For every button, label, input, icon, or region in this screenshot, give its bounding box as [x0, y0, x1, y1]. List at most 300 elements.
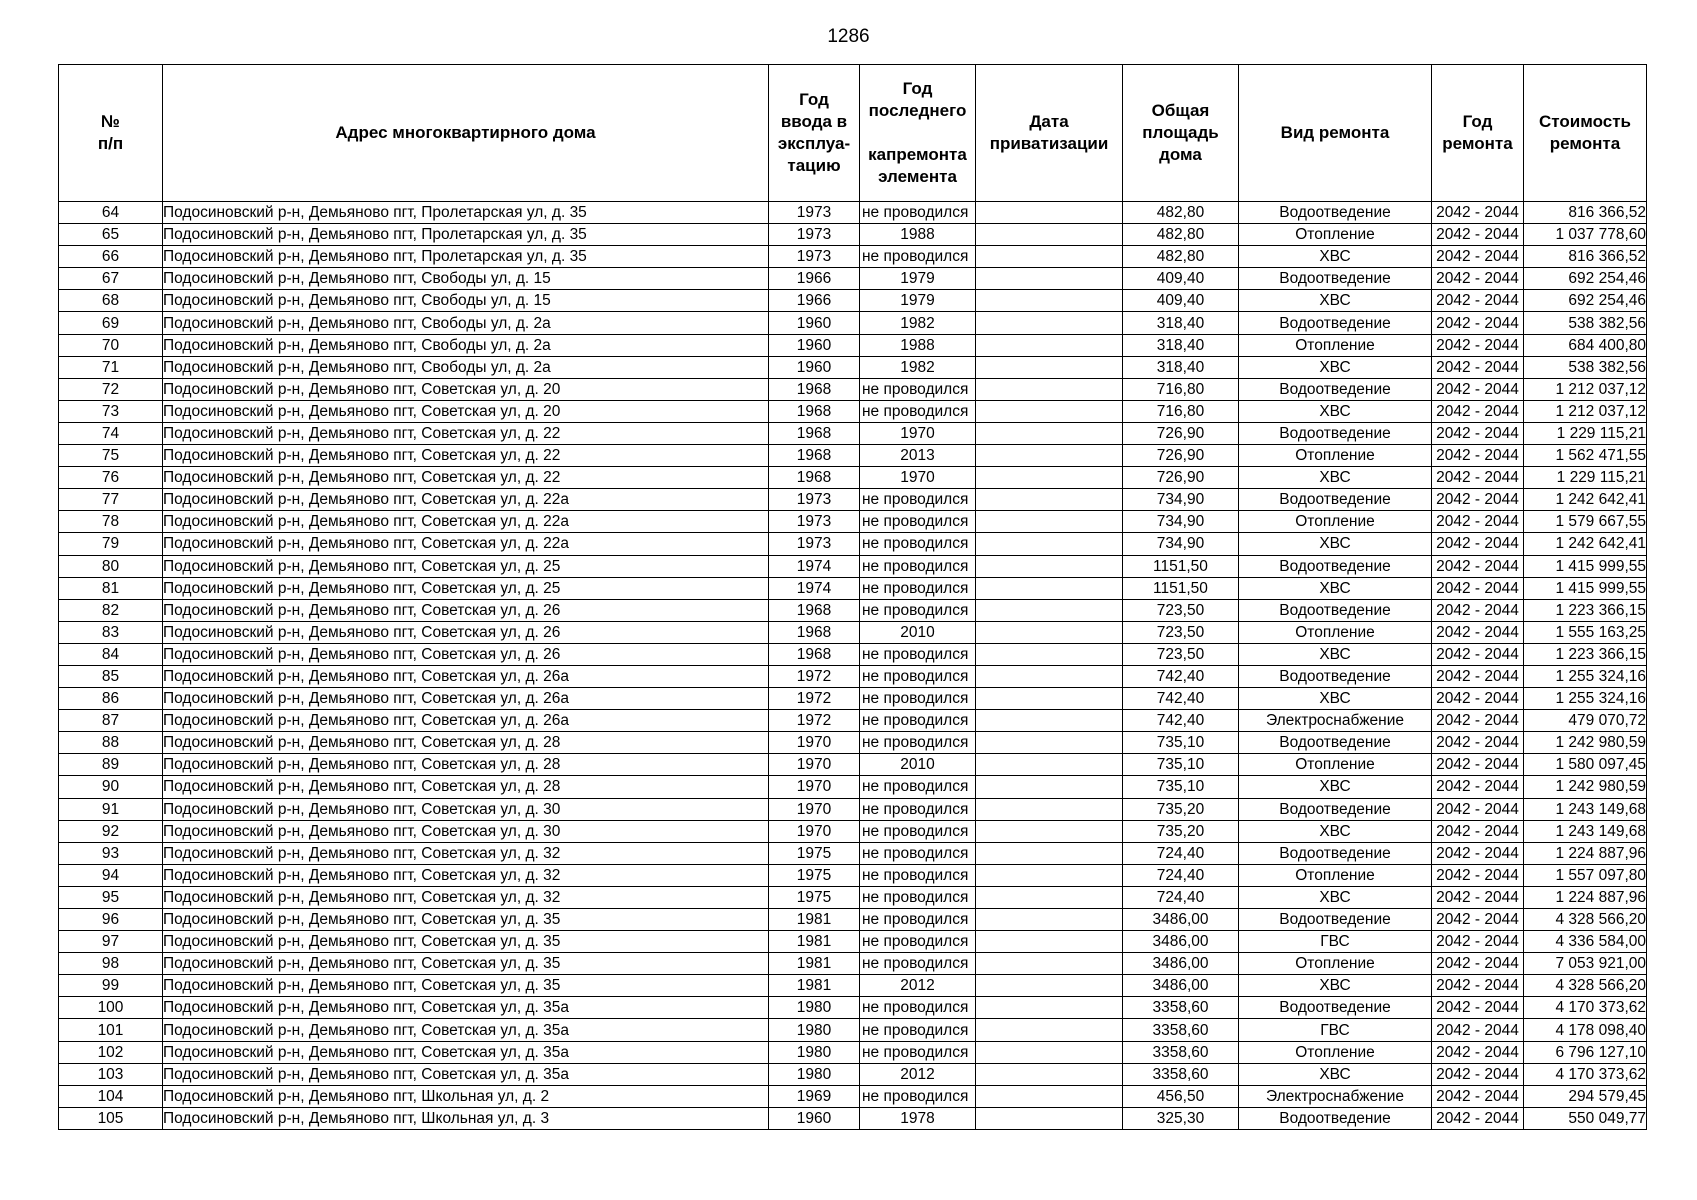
row-number: 88	[59, 732, 163, 754]
row-number: 72	[59, 378, 163, 400]
repair-type-cell: ХВС	[1239, 1063, 1432, 1085]
row-number: 89	[59, 754, 163, 776]
privatization-cell	[976, 246, 1123, 268]
repair-period-cell: 2042 - 2044	[1432, 356, 1524, 378]
row-number: 99	[59, 975, 163, 997]
row-number: 75	[59, 445, 163, 467]
row-number: 64	[59, 202, 163, 224]
row-number: 69	[59, 312, 163, 334]
page-number: 1286	[827, 26, 870, 47]
table-row	[59, 909, 1647, 931]
address-cell: Подосиновский р-н, Демьяново пгт, Советская ул, д. 32	[163, 842, 769, 864]
privatization-cell	[976, 422, 1123, 444]
header-year-built: Год ввода в эксплуа- тацию	[769, 65, 860, 202]
area-cell: 735,10	[1123, 776, 1239, 798]
privatization-cell	[976, 953, 1123, 975]
last-repair-cell: не проводился	[860, 378, 976, 400]
header-last-repair: Год последнего капремонта элемента	[860, 65, 976, 202]
repair-type-cell: ХВС	[1239, 400, 1432, 422]
cost-cell: 1 242 642,41	[1524, 489, 1647, 511]
privatization-cell	[976, 621, 1123, 643]
repair-period-cell: 2042 - 2044	[1432, 533, 1524, 555]
address-cell: Подосиновский р-н, Демьяново пгт, Советская ул, д. 35	[163, 931, 769, 953]
repair-type-cell: Водоотведение	[1239, 555, 1432, 577]
repair-period-cell: 2042 - 2044	[1432, 445, 1524, 467]
repair-type-cell: ГВС	[1239, 931, 1432, 953]
repair-type-cell: Отопление	[1239, 864, 1432, 886]
year-built-cell: 1975	[769, 864, 860, 886]
cost-cell: 692 254,46	[1524, 268, 1647, 290]
privatization-cell	[976, 511, 1123, 533]
year-built-cell: 1974	[769, 577, 860, 599]
repair-type-cell: Водоотведение	[1239, 599, 1432, 621]
repair-type-cell: ХВС	[1239, 577, 1432, 599]
cost-cell: 1 242 642,41	[1524, 533, 1647, 555]
last-repair-cell: не проводился	[860, 511, 976, 533]
table-row	[59, 1019, 1647, 1041]
cost-cell: 684 400,80	[1524, 334, 1647, 356]
year-built-cell: 1981	[769, 953, 860, 975]
privatization-cell	[976, 1019, 1123, 1041]
privatization-cell	[976, 268, 1123, 290]
cost-cell: 1 212 037,12	[1524, 378, 1647, 400]
row-number: 86	[59, 688, 163, 710]
repair-type-cell: Отопление	[1239, 953, 1432, 975]
table-row	[59, 1107, 1647, 1129]
year-built-cell: 1968	[769, 378, 860, 400]
repair-period-cell: 2042 - 2044	[1432, 931, 1524, 953]
year-built-cell: 1970	[769, 754, 860, 776]
table-body	[59, 202, 1647, 1130]
last-repair-cell: не проводился	[860, 599, 976, 621]
year-built-cell: 1960	[769, 312, 860, 334]
row-number: 84	[59, 643, 163, 665]
address-cell: Подосиновский р-н, Демьяново пгт, Советская ул, д. 30	[163, 820, 769, 842]
cost-cell: 4 336 584,00	[1524, 931, 1647, 953]
repair-period-cell: 2042 - 2044	[1432, 820, 1524, 842]
last-repair-cell: не проводился	[860, 909, 976, 931]
row-number: 70	[59, 334, 163, 356]
repair-period-cell: 2042 - 2044	[1432, 953, 1524, 975]
year-built-cell: 1980	[769, 1063, 860, 1085]
privatization-cell	[976, 400, 1123, 422]
address-cell: Подосиновский р-н, Демьяново пгт, Советская ул, д. 22	[163, 467, 769, 489]
table-row	[59, 864, 1647, 886]
row-number: 100	[59, 997, 163, 1019]
row-number: 78	[59, 511, 163, 533]
cost-cell: 538 382,56	[1524, 356, 1647, 378]
header-repair-type: Вид ремонта	[1239, 65, 1432, 202]
cost-cell: 294 579,45	[1524, 1085, 1647, 1107]
year-built-cell: 1981	[769, 975, 860, 997]
repair-period-cell: 2042 - 2044	[1432, 710, 1524, 732]
row-number: 65	[59, 224, 163, 246]
table-row	[59, 997, 1647, 1019]
repair-period-cell: 2042 - 2044	[1432, 489, 1524, 511]
repair-type-cell: Отопление	[1239, 754, 1432, 776]
privatization-cell	[976, 533, 1123, 555]
table-row	[59, 202, 1647, 224]
area-cell: 318,40	[1123, 356, 1239, 378]
privatization-cell	[976, 776, 1123, 798]
privatization-cell	[976, 378, 1123, 400]
cost-cell: 1 243 149,68	[1524, 820, 1647, 842]
last-repair-cell: 2012	[860, 1063, 976, 1085]
row-number: 81	[59, 577, 163, 599]
table-row	[59, 577, 1647, 599]
address-cell: Подосиновский р-н, Демьяново пгт, Пролетарская ул, д. 35	[163, 224, 769, 246]
repair-type-cell: Электроснабжение	[1239, 710, 1432, 732]
year-built-cell: 1970	[769, 820, 860, 842]
privatization-cell	[976, 1107, 1123, 1129]
table-row	[59, 378, 1647, 400]
repair-period-cell: 2042 - 2044	[1432, 312, 1524, 334]
year-built-cell: 1968	[769, 621, 860, 643]
privatization-cell	[976, 1041, 1123, 1063]
table-row	[59, 776, 1647, 798]
year-built-cell: 1980	[769, 1019, 860, 1041]
table-row	[59, 665, 1647, 687]
repair-type-cell: Водоотведение	[1239, 665, 1432, 687]
repair-type-cell: ХВС	[1239, 643, 1432, 665]
area-cell: 3358,60	[1123, 1063, 1239, 1085]
repair-period-cell: 2042 - 2044	[1432, 422, 1524, 444]
table-row	[59, 1041, 1647, 1063]
repair-period-cell: 2042 - 2044	[1432, 378, 1524, 400]
cost-cell: 4 328 566,20	[1524, 975, 1647, 997]
row-number: 104	[59, 1085, 163, 1107]
last-repair-cell: не проводился	[860, 643, 976, 665]
cost-cell: 550 049,77	[1524, 1107, 1647, 1129]
header-repair-year: Год ремонта	[1432, 65, 1524, 202]
address-cell: Подосиновский р-н, Демьяново пгт, Советская ул, д. 35	[163, 975, 769, 997]
repair-type-cell: Водоотведение	[1239, 378, 1432, 400]
area-cell: 726,90	[1123, 467, 1239, 489]
last-repair-cell: 1979	[860, 268, 976, 290]
repair-period-cell: 2042 - 2044	[1432, 665, 1524, 687]
table-row	[59, 334, 1647, 356]
year-built-cell: 1966	[769, 268, 860, 290]
year-built-cell: 1973	[769, 202, 860, 224]
address-cell: Подосиновский р-н, Демьяново пгт, Советская ул, д. 35	[163, 953, 769, 975]
privatization-cell	[976, 312, 1123, 334]
row-number: 98	[59, 953, 163, 975]
cost-cell: 4 328 566,20	[1524, 909, 1647, 931]
repair-type-cell: ХВС	[1239, 688, 1432, 710]
repair-type-cell: Отопление	[1239, 511, 1432, 533]
privatization-cell	[976, 754, 1123, 776]
last-repair-cell: не проводился	[860, 864, 976, 886]
row-number: 77	[59, 489, 163, 511]
repair-type-cell: ХВС	[1239, 246, 1432, 268]
area-cell: 3486,00	[1123, 931, 1239, 953]
repair-period-cell: 2042 - 2044	[1432, 1107, 1524, 1129]
privatization-cell	[976, 732, 1123, 754]
address-cell: Подосиновский р-н, Демьяново пгт, Пролетарская ул, д. 35	[163, 246, 769, 268]
header-area: Общая площадь дома	[1123, 65, 1239, 202]
cost-cell: 1 229 115,21	[1524, 467, 1647, 489]
row-number: 67	[59, 268, 163, 290]
repair-period-cell: 2042 - 2044	[1432, 886, 1524, 908]
table-row	[59, 467, 1647, 489]
last-repair-cell: 1979	[860, 290, 976, 312]
area-cell: 735,20	[1123, 798, 1239, 820]
table-row	[59, 710, 1647, 732]
last-repair-cell: не проводился	[860, 1085, 976, 1107]
privatization-cell	[976, 334, 1123, 356]
repair-type-cell: ХВС	[1239, 886, 1432, 908]
repair-type-cell: Водоотведение	[1239, 202, 1432, 224]
year-built-cell: 1980	[769, 997, 860, 1019]
privatization-cell	[976, 975, 1123, 997]
row-number: 90	[59, 776, 163, 798]
repair-type-cell: Водоотведение	[1239, 268, 1432, 290]
repair-type-cell: Водоотведение	[1239, 489, 1432, 511]
row-number: 76	[59, 467, 163, 489]
area-cell: 723,50	[1123, 621, 1239, 643]
area-cell: 325,30	[1123, 1107, 1239, 1129]
address-cell: Подосиновский р-н, Демьяново пгт, Советская ул, д. 20	[163, 378, 769, 400]
area-cell: 735,10	[1123, 754, 1239, 776]
area-cell: 724,40	[1123, 886, 1239, 908]
privatization-cell	[976, 577, 1123, 599]
repair-period-cell: 2042 - 2044	[1432, 555, 1524, 577]
cost-cell: 1 224 887,96	[1524, 886, 1647, 908]
area-cell: 724,40	[1123, 842, 1239, 864]
address-cell: Подосиновский р-н, Демьяново пгт, Советская ул, д. 35	[163, 909, 769, 931]
table-row	[59, 489, 1647, 511]
address-cell: Подосиновский р-н, Демьяново пгт, Советская ул, д. 22а	[163, 511, 769, 533]
address-cell: Подосиновский р-н, Демьяново пгт, Советская ул, д. 32	[163, 864, 769, 886]
area-cell: 1151,50	[1123, 577, 1239, 599]
area-cell: 734,90	[1123, 511, 1239, 533]
table-row	[59, 356, 1647, 378]
cost-cell: 1 212 037,12	[1524, 400, 1647, 422]
year-built-cell: 1975	[769, 886, 860, 908]
address-cell: Подосиновский р-н, Демьяново пгт, Советская ул, д. 30	[163, 798, 769, 820]
repair-type-cell: Водоотведение	[1239, 842, 1432, 864]
cost-cell: 7 053 921,00	[1524, 953, 1647, 975]
last-repair-cell: не проводился	[860, 202, 976, 224]
cost-cell: 1 242 980,59	[1524, 732, 1647, 754]
privatization-cell	[976, 842, 1123, 864]
privatization-cell	[976, 909, 1123, 931]
address-cell: Подосиновский р-н, Демьяново пгт, Советская ул, д. 28	[163, 754, 769, 776]
table-row	[59, 732, 1647, 754]
address-cell: Подосиновский р-н, Демьяново пгт, Советская ул, д. 26а	[163, 688, 769, 710]
repair-type-cell: ХВС	[1239, 467, 1432, 489]
repair-type-cell: Водоотведение	[1239, 798, 1432, 820]
address-cell: Подосиновский р-н, Демьяново пгт, Советская ул, д. 35а	[163, 1019, 769, 1041]
area-cell: 724,40	[1123, 864, 1239, 886]
privatization-cell	[976, 290, 1123, 312]
last-repair-cell: не проводился	[860, 688, 976, 710]
address-cell: Подосиновский р-н, Демьяново пгт, Свободы ул, д. 15	[163, 268, 769, 290]
table-header-row	[59, 65, 1647, 202]
privatization-cell	[976, 467, 1123, 489]
address-cell: Подосиновский р-н, Демьяново пгт, Советская ул, д. 25	[163, 555, 769, 577]
address-cell: Подосиновский р-н, Демьяново пгт, Советская ул, д. 28	[163, 732, 769, 754]
header-privatization: Дата приватизации	[976, 65, 1123, 202]
cost-cell: 1 229 115,21	[1524, 422, 1647, 444]
cost-cell: 1 223 366,15	[1524, 643, 1647, 665]
row-number: 87	[59, 710, 163, 732]
table-row	[59, 268, 1647, 290]
table-row	[59, 798, 1647, 820]
repair-period-cell: 2042 - 2044	[1432, 202, 1524, 224]
cost-cell: 1 579 667,55	[1524, 511, 1647, 533]
address-cell: Подосиновский р-н, Демьяново пгт, Советская ул, д. 25	[163, 577, 769, 599]
repair-period-cell: 2042 - 2044	[1432, 577, 1524, 599]
table-row	[59, 1063, 1647, 1085]
repair-period-cell: 2042 - 2044	[1432, 246, 1524, 268]
last-repair-cell: не проводился	[860, 732, 976, 754]
table-row	[59, 400, 1647, 422]
repair-type-cell: Водоотведение	[1239, 312, 1432, 334]
cost-cell: 538 382,56	[1524, 312, 1647, 334]
table-row	[59, 224, 1647, 246]
repair-type-cell: ГВС	[1239, 1019, 1432, 1041]
privatization-cell	[976, 997, 1123, 1019]
repair-period-cell: 2042 - 2044	[1432, 467, 1524, 489]
last-repair-cell: не проводился	[860, 886, 976, 908]
privatization-cell	[976, 643, 1123, 665]
repair-type-cell: ХВС	[1239, 290, 1432, 312]
last-repair-cell: не проводился	[860, 842, 976, 864]
last-repair-cell: 2013	[860, 445, 976, 467]
area-cell: 726,90	[1123, 422, 1239, 444]
header-num: № п/п	[59, 65, 163, 202]
year-built-cell: 1974	[769, 555, 860, 577]
address-cell: Подосиновский р-н, Демьяново пгт, Свободы ул, д. 2а	[163, 334, 769, 356]
cost-cell: 692 254,46	[1524, 290, 1647, 312]
row-number: 68	[59, 290, 163, 312]
table-row	[59, 975, 1647, 997]
privatization-cell	[976, 445, 1123, 467]
header-address: Адрес многоквартирного дома	[163, 65, 769, 202]
privatization-cell	[976, 202, 1123, 224]
privatization-cell	[976, 356, 1123, 378]
address-cell: Подосиновский р-н, Демьяново пгт, Советская ул, д. 26	[163, 621, 769, 643]
table-row	[59, 290, 1647, 312]
table-row	[59, 246, 1647, 268]
cost-cell: 4 170 373,62	[1524, 1063, 1647, 1085]
row-number: 91	[59, 798, 163, 820]
area-cell: 723,50	[1123, 643, 1239, 665]
last-repair-cell: 1978	[860, 1107, 976, 1129]
last-repair-cell: не проводился	[860, 246, 976, 268]
area-cell: 482,80	[1123, 246, 1239, 268]
last-repair-cell: не проводился	[860, 533, 976, 555]
repair-period-cell: 2042 - 2044	[1432, 599, 1524, 621]
cost-cell: 1 580 097,45	[1524, 754, 1647, 776]
cost-cell: 1 255 324,16	[1524, 665, 1647, 687]
table-row	[59, 931, 1647, 953]
last-repair-cell: 1982	[860, 356, 976, 378]
area-cell: 409,40	[1123, 290, 1239, 312]
repair-period-cell: 2042 - 2044	[1432, 798, 1524, 820]
table-row	[59, 754, 1647, 776]
repair-type-cell: Водоотведение	[1239, 1107, 1432, 1129]
repair-period-cell: 2042 - 2044	[1432, 511, 1524, 533]
address-cell: Подосиновский р-н, Демьяново пгт, Свободы ул, д. 2а	[163, 356, 769, 378]
year-built-cell: 1968	[769, 445, 860, 467]
year-built-cell: 1968	[769, 599, 860, 621]
repair-period-cell: 2042 - 2044	[1432, 268, 1524, 290]
area-cell: 723,50	[1123, 599, 1239, 621]
address-cell: Подосиновский р-н, Демьяново пгт, Советская ул, д. 26	[163, 599, 769, 621]
last-repair-cell: не проводился	[860, 489, 976, 511]
repair-type-cell: Водоотведение	[1239, 909, 1432, 931]
address-cell: Подосиновский р-н, Демьяново пгт, Советская ул, д. 26а	[163, 665, 769, 687]
year-built-cell: 1970	[769, 732, 860, 754]
repair-schedule-table	[58, 64, 1647, 1130]
area-cell: 3358,60	[1123, 1019, 1239, 1041]
address-cell: Подосиновский р-н, Демьяново пгт, Советская ул, д. 26	[163, 643, 769, 665]
repair-period-cell: 2042 - 2044	[1432, 643, 1524, 665]
repair-period-cell: 2042 - 2044	[1432, 224, 1524, 246]
area-cell: 3486,00	[1123, 953, 1239, 975]
row-number: 66	[59, 246, 163, 268]
table-row	[59, 599, 1647, 621]
repair-type-cell: ХВС	[1239, 820, 1432, 842]
last-repair-cell: не проводился	[860, 997, 976, 1019]
year-built-cell: 1960	[769, 356, 860, 378]
last-repair-cell: 2010	[860, 754, 976, 776]
repair-period-cell: 2042 - 2044	[1432, 1041, 1524, 1063]
cost-cell: 1 223 366,15	[1524, 599, 1647, 621]
cost-cell: 1 242 980,59	[1524, 776, 1647, 798]
repair-period-cell: 2042 - 2044	[1432, 909, 1524, 931]
cost-cell: 6 796 127,10	[1524, 1041, 1647, 1063]
row-number: 101	[59, 1019, 163, 1041]
repair-period-cell: 2042 - 2044	[1432, 975, 1524, 997]
row-number: 82	[59, 599, 163, 621]
privatization-cell	[976, 820, 1123, 842]
address-cell: Подосиновский р-н, Демьяново пгт, Советская ул, д. 22а	[163, 489, 769, 511]
last-repair-cell: не проводился	[860, 710, 976, 732]
year-built-cell: 1968	[769, 467, 860, 489]
address-cell: Подосиновский р-н, Демьяново пгт, Свободы ул, д. 15	[163, 290, 769, 312]
table-row	[59, 555, 1647, 577]
area-cell: 735,10	[1123, 732, 1239, 754]
repair-type-cell: ХВС	[1239, 356, 1432, 378]
year-built-cell: 1973	[769, 489, 860, 511]
area-cell: 734,90	[1123, 489, 1239, 511]
cost-cell: 1 037 778,60	[1524, 224, 1647, 246]
last-repair-cell: 1970	[860, 422, 976, 444]
row-number: 102	[59, 1041, 163, 1063]
table-row	[59, 688, 1647, 710]
area-cell: 3358,60	[1123, 997, 1239, 1019]
cost-cell: 1 415 999,55	[1524, 555, 1647, 577]
repair-type-cell: Электроснабжение	[1239, 1085, 1432, 1107]
row-number: 96	[59, 909, 163, 931]
address-cell: Подосиновский р-н, Демьяново пгт, Советская ул, д. 28	[163, 776, 769, 798]
privatization-cell	[976, 489, 1123, 511]
repair-type-cell: Водоотведение	[1239, 997, 1432, 1019]
address-cell: Подосиновский р-н, Демьяново пгт, Советская ул, д. 22	[163, 422, 769, 444]
row-number: 83	[59, 621, 163, 643]
table-row	[59, 422, 1647, 444]
repair-period-cell: 2042 - 2044	[1432, 732, 1524, 754]
year-built-cell: 1981	[769, 909, 860, 931]
table-row	[59, 511, 1647, 533]
area-cell: 735,20	[1123, 820, 1239, 842]
address-cell: Подосиновский р-н, Демьяново пгт, Советская ул, д. 32	[163, 886, 769, 908]
repair-type-cell: ХВС	[1239, 975, 1432, 997]
last-repair-cell: не проводился	[860, 776, 976, 798]
